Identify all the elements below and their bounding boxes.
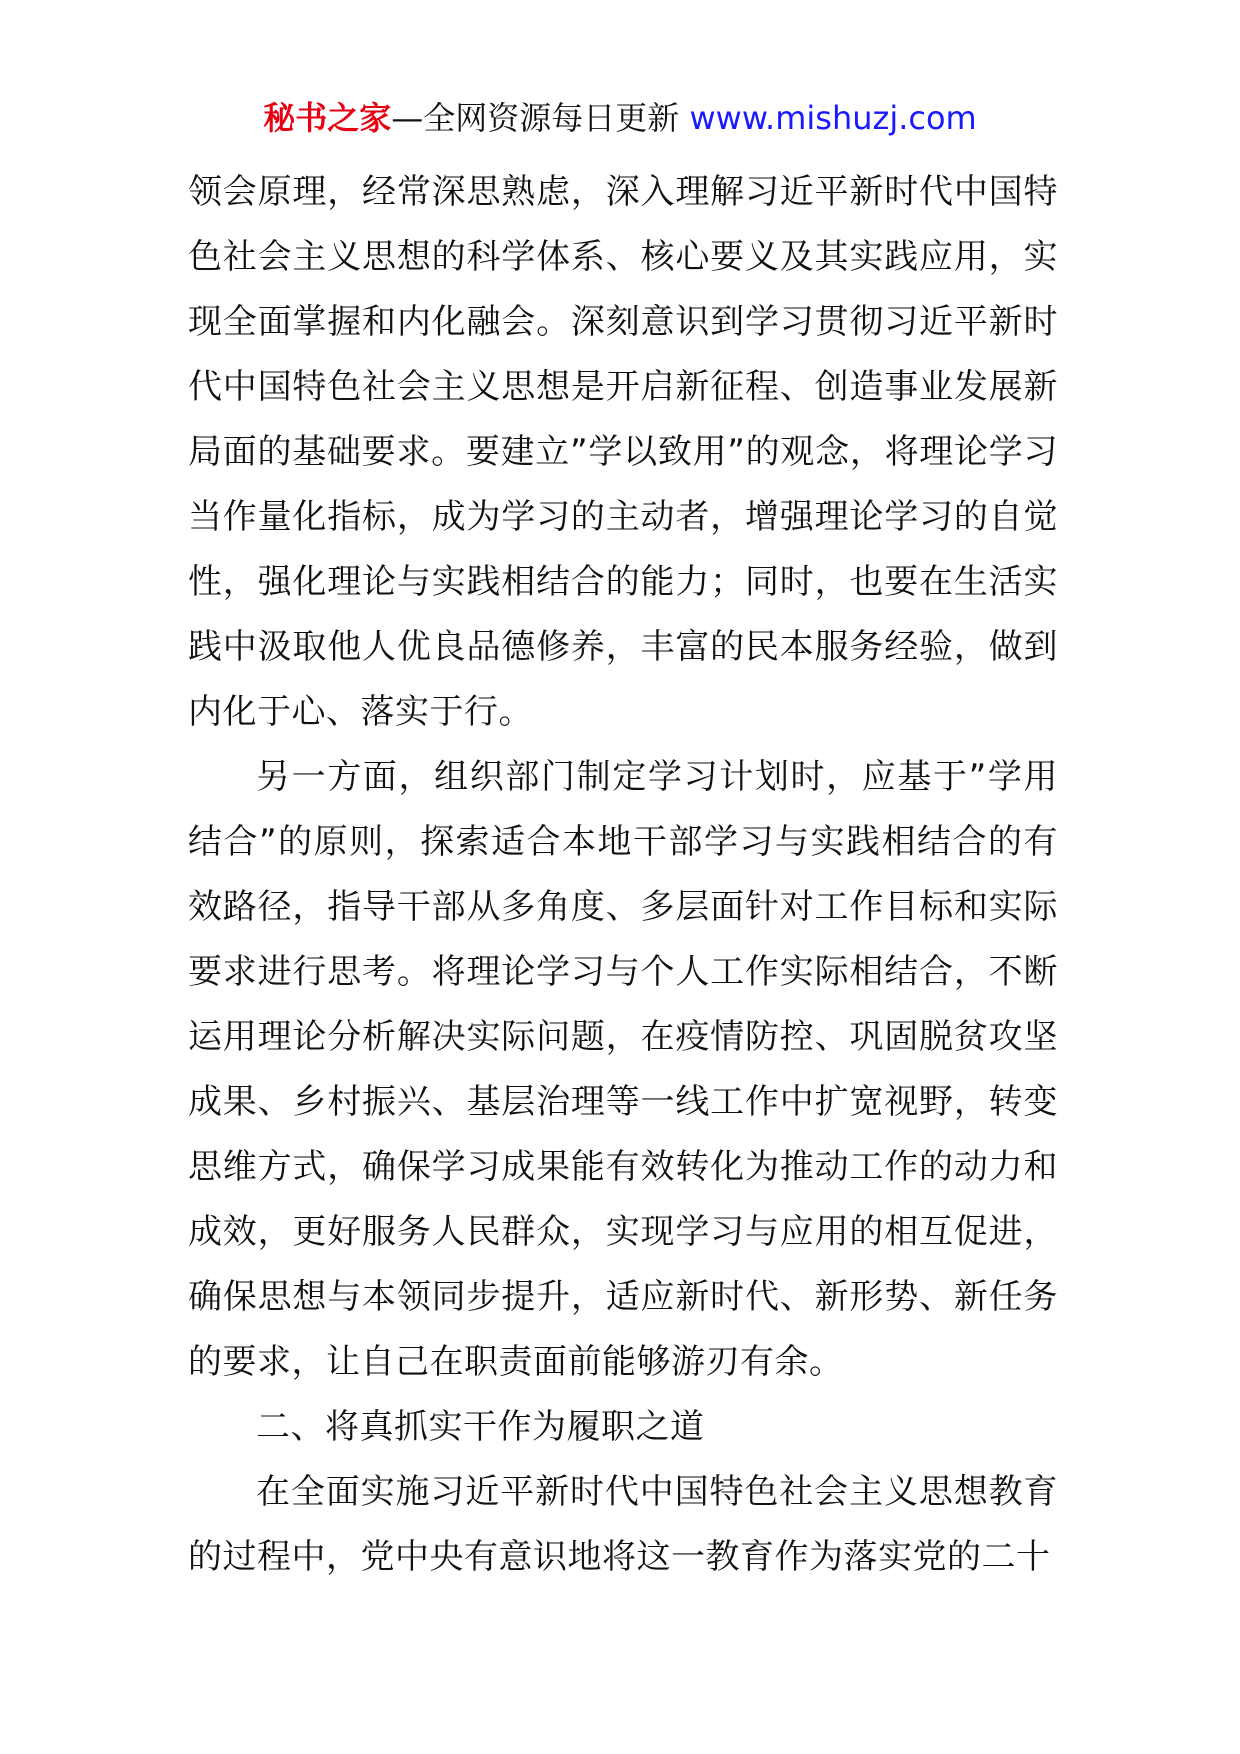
site-header bbox=[0, 98, 1240, 138]
document-body bbox=[188, 160, 1058, 1590]
paragraph-section-two-intro: 在全面实施习近平新时代中国特色社会主义思想教育的过程中，党中央有意识地将这一教育作为落实党的二十 bbox=[188, 1472, 1058, 1577]
section-heading: 二、将真抓实干作为履职之道 bbox=[256, 1407, 705, 1447]
site-url-link[interactable]: www.mishuzj.com bbox=[689, 99, 977, 137]
site-brand: 秘书之家 bbox=[263, 99, 392, 137]
site-tagline: —全网资源每日更新 bbox=[391, 99, 690, 137]
paragraph-continuation: 领会原理，经常深思熟虑，深入理解习近平新时代中国特色社会主义思想的科学体系、核心要义及其实践应用，实现全面掌握和内化融会。深刻意识到学习贯彻习近平新时代中国特色社会主义思想是开启新征程、创造事业发展新局面的基础要求。要建立”学以致用”的观念，将理论学习当作量化指标，成为学习的主动者，增强理论学习的自觉性，强化理论与实践相结合的能力；同时，也要在生活实践中汲取他人优良品德修养，丰富的民本服务经验，做到内化于心、落实于行。 bbox=[188, 172, 1058, 732]
paragraph-another-aspect: 另一方面，组织部门制定学习计划时，应基于”学用结合”的原则，探索适合本地干部学习与实践相结合的有效路径，指导干部从多角度、多层面针对工作目标和实际要求进行思考。将理论学习与个人工作实际相结合，不断运用理论分析解决实际问题，在疫情防控、巩固脱贫攻坚成果、乡村振兴、基层治理等一线工作中扩宽视野，转变思维方式，确保学习成果能有效转化为推动工作的动力和成效，更好服务人民群众，实现学习与应用的相互促进，确保思想与本领同步提升，适应新时代、新形势、新任务的要求，让自己在职责面前能够游刃有余。 bbox=[188, 757, 1058, 1382]
